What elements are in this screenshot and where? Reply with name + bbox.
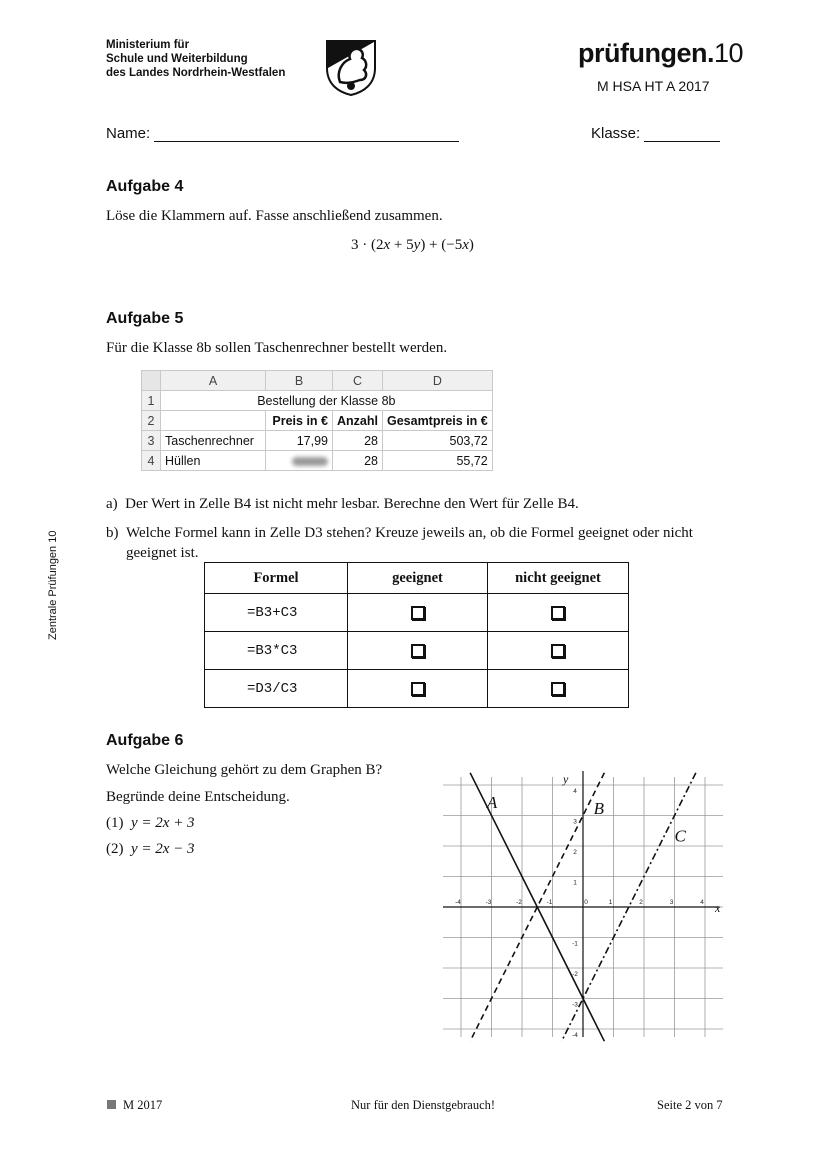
- ministry-line: Schule und Weiterbildung: [106, 53, 248, 65]
- sheet-row-number: 1: [142, 391, 161, 411]
- sheet-cell: 28: [333, 451, 383, 471]
- suitable-checkbox[interactable]: [411, 606, 425, 620]
- sheet-row-number: 2: [142, 411, 161, 431]
- sheet-col-header: D: [382, 371, 492, 391]
- nrw-crest-logo: [324, 38, 378, 96]
- option-number: (2): [106, 841, 124, 857]
- spreadsheet: [141, 370, 493, 471]
- sheet-cell: Taschenrechner: [161, 431, 266, 451]
- formula-row: [205, 594, 629, 632]
- task5b: [106, 525, 693, 542]
- checkbox-cell: [348, 594, 488, 632]
- y-tick-label: 1: [573, 879, 577, 887]
- sheet-cell: 503,72: [382, 431, 492, 451]
- y-tick-label: -1: [572, 940, 578, 948]
- task5a-text: Der Wert in Zelle B4 ist nicht mehr lesbar. Berechne den Wert für Zelle B4.: [125, 496, 579, 512]
- task5b-label: b): [106, 525, 119, 541]
- sheet-cell: 28: [333, 431, 383, 451]
- sheet-col-header: C: [333, 371, 383, 391]
- task6-reason: Begründe deine Entscheidung.: [106, 789, 290, 805]
- sheet-row-number: 3: [142, 431, 161, 451]
- formula-cell: =B3+C3: [205, 594, 348, 632]
- sheet-title-cell: Bestellung der Klasse 8b: [161, 391, 493, 411]
- class-field: [591, 125, 720, 142]
- exam-code: M HSA HT A 2017: [597, 78, 710, 94]
- x-tick-label: 4: [700, 899, 704, 906]
- task6-option-2: [106, 841, 195, 858]
- ministry-line: des Landes Nordrhein-Westfalen: [106, 67, 286, 79]
- task4-title: Aufgabe 4: [106, 178, 184, 195]
- name-input-line[interactable]: [154, 127, 459, 142]
- name-field: [106, 125, 459, 142]
- checkbox-cell: [348, 632, 488, 670]
- task5b-text: Welche Formel kann in Zelle D3 stehen? Kreuze jeweils an, ob die Formel geeignet oder nicht: [126, 525, 693, 541]
- task5-title: Aufgabe 5: [106, 310, 184, 327]
- sheet-col-header: A: [161, 371, 266, 391]
- y-tick-label: 4: [573, 788, 577, 795]
- y-tick-label: 2: [573, 849, 577, 856]
- x-axis-label: x: [715, 901, 721, 915]
- sheet-cell: 17,99: [266, 431, 333, 451]
- option-equation: y = 2x − 3: [131, 841, 195, 857]
- task6-title: Aufgabe 6: [106, 732, 184, 749]
- task5b-text-continued: geeignet ist.: [126, 545, 199, 561]
- not-suitable-checkbox[interactable]: [551, 682, 565, 696]
- task4-instruction: Löse die Klammern auf. Fasse anschließend zusammen.: [106, 208, 443, 224]
- sheet-corner: [142, 371, 161, 391]
- footer-left: [107, 1098, 162, 1113]
- task5a-label: a): [106, 496, 118, 512]
- sheet-col-header: B: [266, 371, 333, 391]
- y-tick-label: 3: [573, 818, 577, 826]
- not-suitable-header: nicht geeignet: [488, 563, 629, 594]
- task5-intro: Für die Klasse 8b sollen Taschenrechner bestellt werden.: [106, 340, 448, 356]
- name-label: Name:: [106, 125, 151, 142]
- sheet-cell: Hüllen: [161, 451, 266, 471]
- sheet-header-cell: Preis in €: [266, 411, 333, 431]
- checkbox-cell: [488, 594, 629, 632]
- coordinate-graph: [440, 755, 730, 1045]
- y-tick-label: -4: [572, 1032, 578, 1039]
- footer-left-text: M 2017: [123, 1098, 163, 1112]
- suitable-checkbox[interactable]: [411, 644, 425, 658]
- ministry-name: [106, 38, 285, 80]
- not-suitable-checkbox[interactable]: [551, 644, 565, 658]
- sheet-cell: 55,72: [382, 451, 492, 471]
- formula-header: Formel: [205, 563, 348, 594]
- x-tick-label: -3: [485, 899, 492, 906]
- formula-cell: =D3/C3: [205, 670, 348, 708]
- footer-center: Nur für den Dienstgebrauch!: [351, 1098, 496, 1112]
- x-tick-label: -1: [546, 899, 553, 906]
- checkbox-cell: [348, 670, 488, 708]
- x-tick-label: -2: [516, 899, 522, 906]
- sheet-header-cell: Anzahl: [333, 411, 383, 431]
- task6-question: Welche Gleichung gehört zu dem Graphen B?: [106, 762, 383, 778]
- sheet-cell: [161, 411, 266, 431]
- task6-option-1: [106, 815, 195, 832]
- x-tick-label: 1: [608, 899, 613, 906]
- formula-cell: =B3*C3: [205, 632, 348, 670]
- option-equation: y = 2x + 3: [131, 815, 195, 831]
- option-number: (1): [106, 815, 124, 831]
- side-label: Zentrale Prüfungen 10: [47, 530, 59, 640]
- x-tick-label: -4: [455, 899, 461, 906]
- suitable-header: geeignet: [348, 563, 488, 594]
- x-tick-label: 2: [639, 899, 643, 906]
- footer-square-icon: [107, 1100, 116, 1109]
- not-suitable-checkbox[interactable]: [551, 606, 565, 620]
- checkbox-cell: [488, 670, 629, 708]
- y-axis-label: y: [563, 772, 569, 786]
- brand-number: 10: [713, 38, 744, 68]
- y-tick-label: -3: [572, 1001, 578, 1009]
- task5a: [106, 496, 579, 513]
- suitable-checkbox[interactable]: [411, 682, 425, 696]
- sheet-cell-blurred: [266, 451, 333, 471]
- brand-logo: [578, 38, 743, 69]
- sheet-row-number: 4: [142, 451, 161, 471]
- formula-row: [205, 632, 629, 670]
- formula-table: [204, 562, 629, 708]
- brand-text: prüfungen.: [578, 38, 714, 68]
- ministry-line: Ministerium für: [106, 39, 190, 51]
- class-input-line[interactable]: [644, 127, 720, 142]
- formula-row: [205, 670, 629, 708]
- class-label: Klasse:: [591, 125, 641, 142]
- blurred-value: [292, 457, 328, 466]
- x-tick-label: 3: [669, 899, 674, 906]
- task4-expression: 3 · (2x + 5y) + (−5x): [351, 237, 474, 253]
- checkbox-cell: [488, 632, 629, 670]
- graph-line-label: B: [593, 798, 605, 818]
- y-tick-label: -2: [572, 971, 578, 978]
- sheet-header-cell: Gesamtpreis in €: [382, 411, 492, 431]
- graph-line-label: A: [486, 792, 498, 812]
- footer-right: Seite 2 von 7: [657, 1098, 723, 1112]
- graph-line-label: C: [674, 826, 686, 846]
- x-tick-label: 0: [584, 899, 588, 906]
